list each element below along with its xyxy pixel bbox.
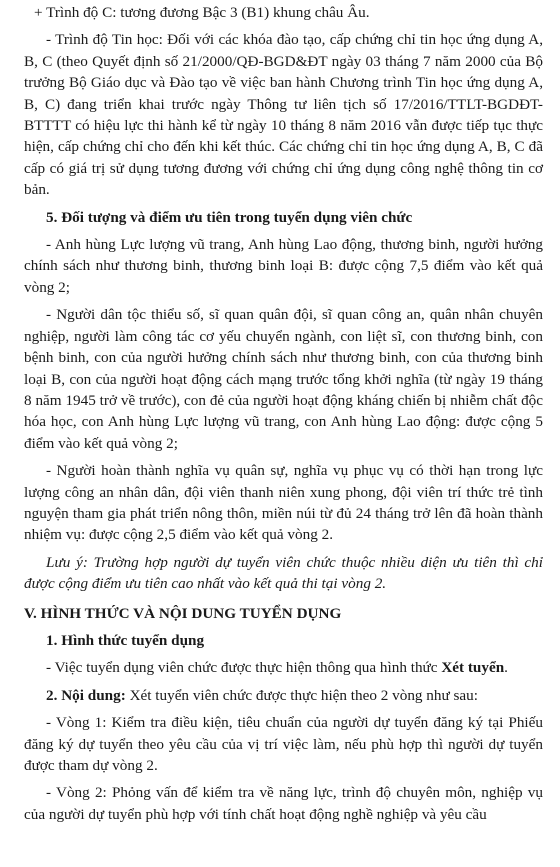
paragraph-priority-ethnic: - Người dân tộc thiểu số, sĩ quan quân đội, sĩ quan công an, quân nhân chuyên nghiệp, người làm công tác cơ yếu chuyển ngành, con liệt sĩ, con thương binh, con bệnh binh, con của người hưởng chính sách như thương binh, con của thương binh loại B, con của người hoạt động cách mạng trước tổng khởi nghĩa (từ ngày 19 tháng 8 năm 1945 trở về trước), con đẻ của người hoạt động kháng chiến bị nhiễm chất độc hóa học, con Anh hùng Lực lượng vũ trang, con Anh hùng Lao động: được cộng 5 điểm vào kết quả vòng 2; — [24, 306, 543, 452]
note-paragraph: Lưu ý: Trường hợp người dự tuyển viên chức thuộc nhiều diện ưu tiên thì chỉ được cộng điểm ưu tiên cao nhất vào kết quả thi tại vòng 2. — [24, 553, 543, 593]
paragraph-priority-heroes: - Anh hùng Lực lượng vũ trang, Anh hùng Lao động, thương binh, người hưởng chính sách như thương binh, thương binh loại B: được cộng 7,5 điểm vào kết quả vòng 2; — [24, 236, 543, 296]
recruitment-form-text: - Việc tuyển dụng viên chức được thực hiện thông qua hình thức — [46, 659, 442, 677]
section-5-heading: 5. Đối tượng và điểm ưu tiên trong tuyển dụng viên chức — [46, 208, 413, 226]
paragraph-content-intro — [24, 685, 543, 706]
paragraph-it-level: - Trình độ Tin học: Đối với các khóa đào tạo, cấp chứng chỉ tin học ứng dụng A, B, C (theo Quyết định số 21/2000/QĐ-BGD&ĐT ngày 03 tháng 7 năm 2000 của Bộ trưởng Bộ Giáo dục và Đào tạo về việc ban hành Chương trình Tin học ứng dụng A, B, C) đang triển khai trước ngày Thông tư liên tịch số 17/2016/TTLT-BGDĐT-BTTTT có hiệu lực thi hành kể từ ngày 10 tháng 8 năm 2016 vẫn được tiếp tục thực hiện, cấp chứng chỉ cho đến khi kết thúc. Các chứng chỉ tin học ứng dụng A, B, C đã cấp có giá trị sử dụng tương đương với chứng chỉ ứng dụng công nghệ thông tin cơ bản. — [24, 31, 543, 199]
paragraph-recruitment-form — [24, 657, 543, 678]
recruitment-form-end: . — [504, 659, 508, 677]
paragraph-priority-military: - Người hoàn thành nghĩa vụ quân sự, nghĩa vụ phục vụ có thời hạn trong lực lượng công an nhân dân, đội viên thanh niên xung phong, đội viên trí thức trẻ tình nguyện tham gia phát triển nông thôn, miền núi từ đủ 24 tháng trở lên đã hoàn thành nhiệm vụ: được cộng 2,5 điểm vào kết quả vòng 2. — [24, 462, 543, 544]
content-intro-bold: 2. Nội dung: — [46, 686, 126, 704]
paragraph-round-1: - Vòng 1: Kiểm tra điều kiện, tiêu chuẩn của người dự tuyển đăng ký tại Phiếu đăng ký dự tuyển theo yêu cầu của vị trí việc làm, nếu phù hợp thì người dự tuyển được tham dự vòng 2. — [24, 714, 543, 774]
paragraph-round-2: - Vòng 2: Phỏng vấn để kiểm tra về năng lực, trình độ chuyên môn, nghiệp vụ của người dự tuyển phù hợp với tính chất hoạt động nghề nghiệp và yêu cầu — [24, 784, 543, 823]
paragraph-level-c: + Trình độ C: tương đương Bậc 3 (B1) khung châu Âu. — [34, 4, 370, 21]
recruitment-form-bold: Xét tuyển — [441, 659, 505, 677]
section-v-heading: V. HÌNH THỨC VÀ NỘI DUNG TUYỂN DỤNG — [24, 604, 342, 622]
subsection-1-heading: 1. Hình thức tuyển dụng — [46, 631, 205, 649]
content-intro-text: Xét tuyển viên chức được thực hiện theo 2 vòng như sau: — [125, 686, 478, 704]
